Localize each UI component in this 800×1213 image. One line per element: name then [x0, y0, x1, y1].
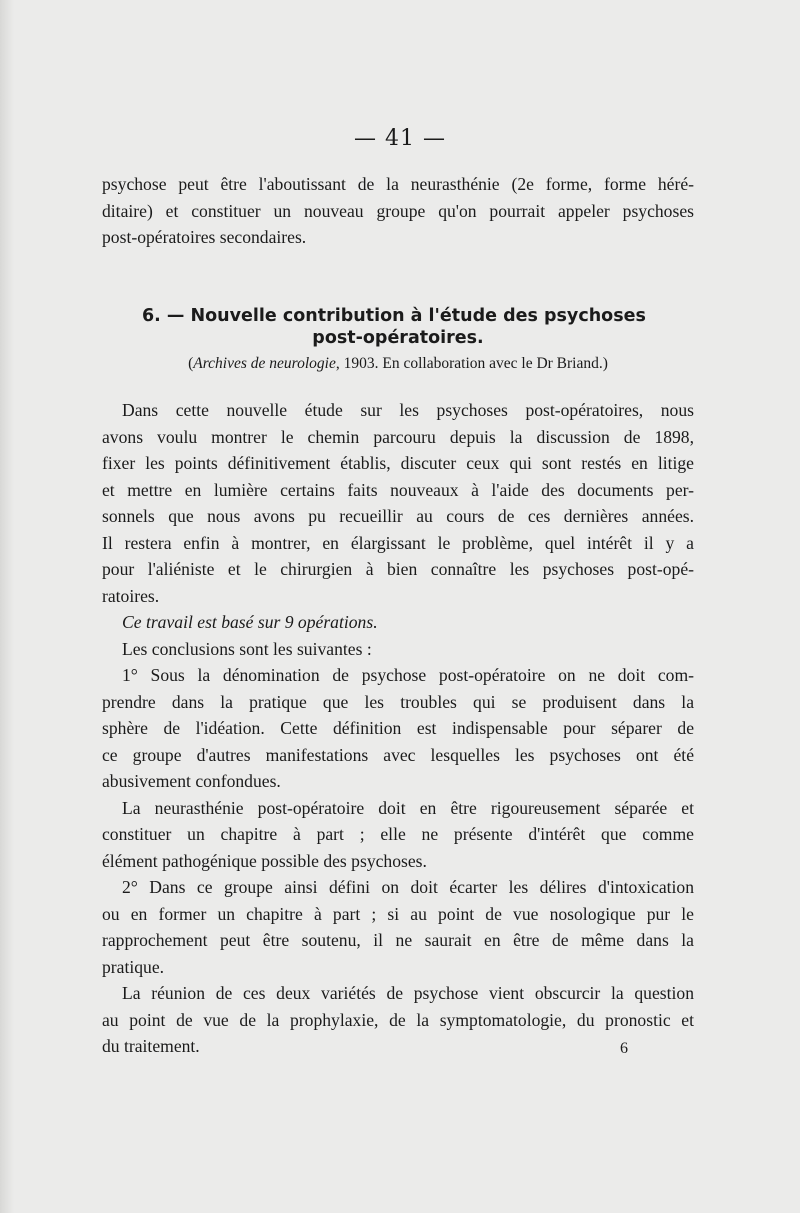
paragraph-line: pour l'aliéniste et le chirurgien à bien connaître les psychoses post-opé- — [102, 559, 694, 579]
paragraph-line: rapprochement peut être soutenu, il ne saurait en être de même dans la — [102, 930, 694, 950]
conclusions-intro: Les conclusions sont les suivantes : — [122, 638, 372, 659]
paragraph-line: constituer un chapitre à part ; elle ne présente d'intérêt que comme — [102, 824, 694, 844]
citation — [102, 355, 694, 373]
paragraph-line: abusivement confondues. — [102, 771, 281, 791]
paragraph-line: 1° Sous la dénomination de psychose post-opératoire on ne doit com- — [122, 665, 694, 685]
section-heading-line: 6. — Nouvelle contribution à l'étude des psychoses — [142, 306, 646, 326]
paragraph-line: fixer les points définitivement établis, discuter ceux qui sont restés en litige — [102, 453, 694, 473]
italic-note: Ce travail est basé sur 9 opérations. — [122, 612, 378, 632]
paragraph-line: Dans cette nouvelle étude sur les psychoses post-opératoires, nous — [122, 400, 694, 420]
paragraph-line: ratoires. — [102, 585, 160, 606]
intro-line: psychose peut être l'aboutissant de la neurasthénie (2e forme, forme héré- — [102, 174, 694, 194]
paragraph-line: prendre dans la pratique que les troubles qui se produisent dans la — [102, 691, 694, 712]
intro-line: post-opératoires secondaires. — [102, 227, 307, 247]
paragraph-line: élément pathogénique possible des psychoses. — [102, 850, 427, 871]
signature-mark: 6 — [620, 1040, 628, 1057]
paragraph-line: ce groupe d'autres manifestations avec lesquelles les psychoses ont été — [102, 744, 694, 765]
citation-journal: Archives de neurologie — [193, 355, 336, 372]
paragraph-line: pratique. — [102, 956, 165, 977]
citation-open: ( — [188, 355, 194, 372]
paragraph-line: sphère de l'idéation. Cette définition est indispensable pour séparer de — [102, 718, 694, 738]
intro-paragraph — [102, 171, 694, 251]
paragraph-line: La réunion de ces deux variétés de psychose vient obscurcir la question — [122, 983, 694, 1003]
intro-line: ditaire) et constituer un nouveau groupe qu'on pourrait appeler psychoses — [102, 200, 694, 221]
paragraph-line: 2° Dans ce groupe ainsi défini on doit écarter les délires d'intoxication — [122, 877, 694, 897]
paragraph-line: du traitement. — [102, 1036, 200, 1056]
section-heading — [102, 305, 694, 349]
section-heading-line: post-opératoires. — [312, 328, 484, 348]
paragraph-line: sonnels que nous avons pu recueillir au cours de ces dernières années. — [102, 506, 694, 526]
paragraph-line: avons voulu montrer le chemin parcouru depuis la discussion de 1898, — [102, 426, 694, 447]
citation-rest: , 1903. En collaboration avec le Dr Briand.) — [335, 355, 608, 372]
paragraph-line: La neurasthénie post-opératoire doit en être rigoureusement séparée et — [122, 797, 694, 818]
paragraph-line: Il restera enfin à montrer, en élargissant le problème, quel intérêt il y a — [102, 532, 694, 553]
paragraph-line: au point de vue de la prophylaxie, de la symptomatologie, du pronostic et — [102, 1009, 694, 1030]
paragraph-line: ou en former un chapitre à part ; si au point de vue nosologique pur le — [102, 903, 694, 924]
page-number: — 41 — — [354, 126, 446, 151]
paragraph-line: et mettre en lumière certains faits nouveaux à l'aide des documents per- — [102, 479, 694, 500]
body-text — [102, 397, 694, 1060]
